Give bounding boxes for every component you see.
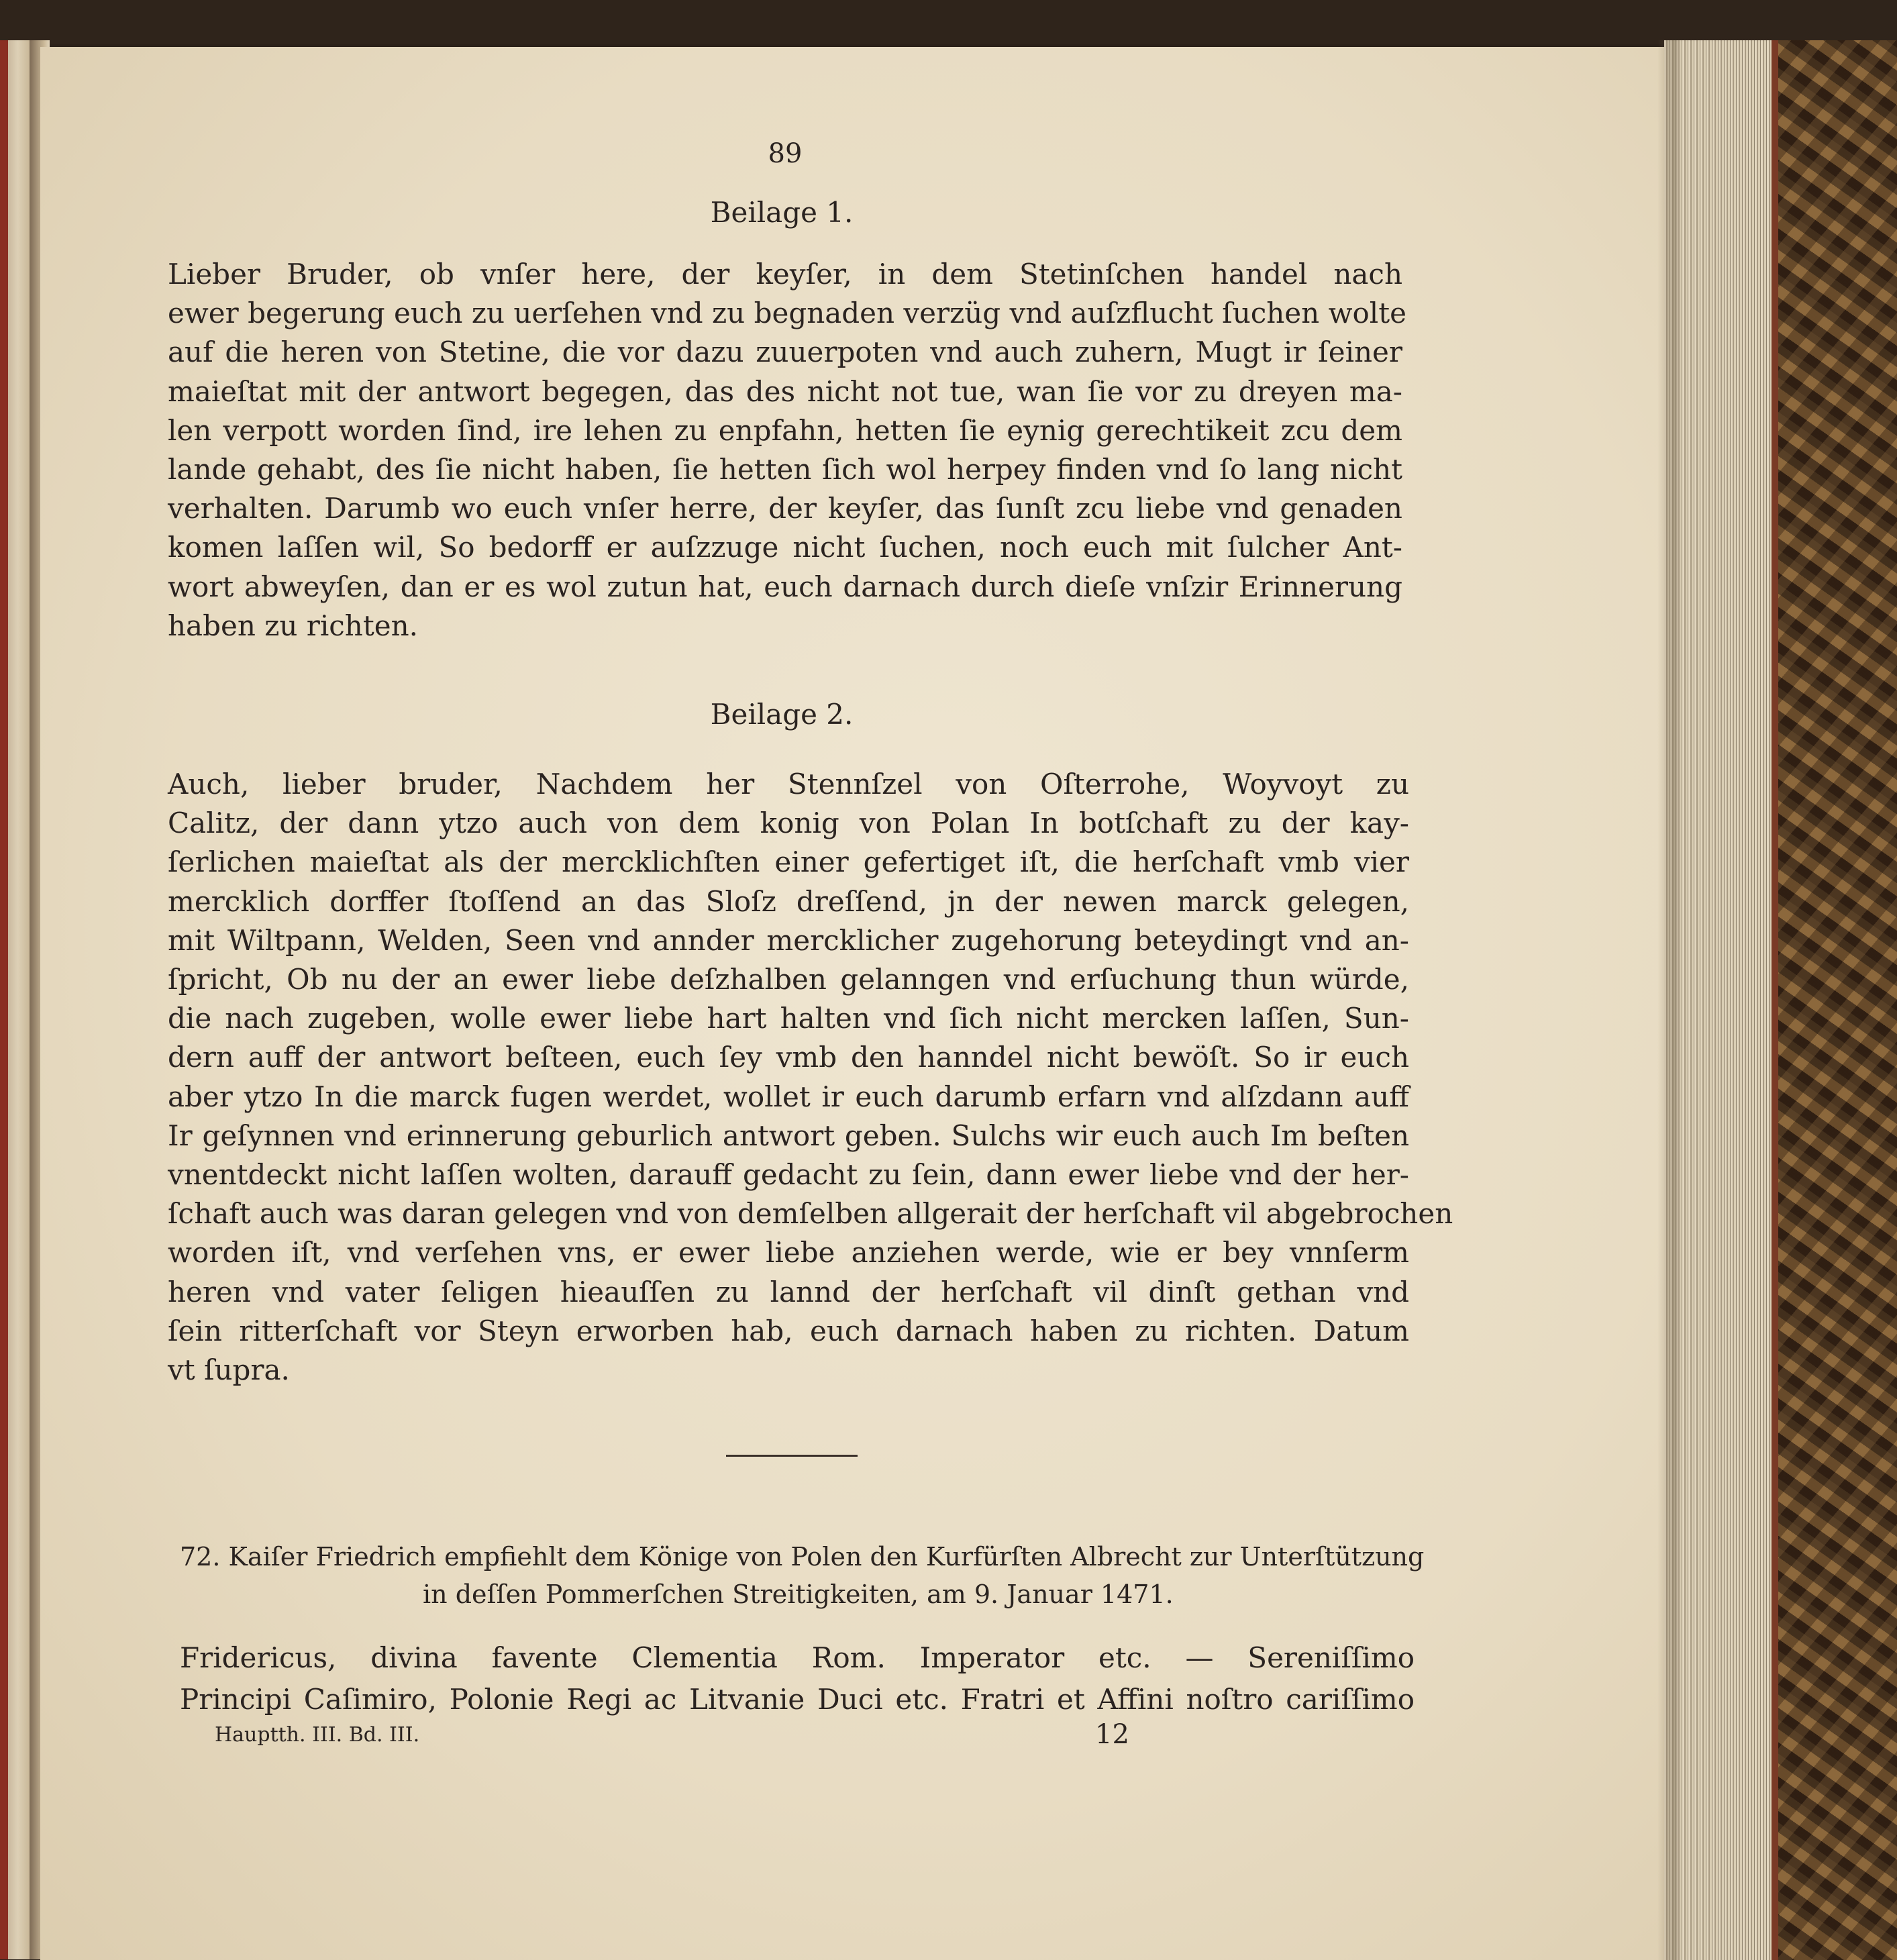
text-line: haben zu richten. [168,609,418,642]
text-line: ewer begerung euch zu uerſehen vnd zu begnaden verzüg vnd auſzflucht ſuchen wolte [168,297,1406,330]
text-line: lande gehabt, des ſie nicht haben, ſie hetten ſich wol herpey finden vnd ſo lang nicht [168,453,1402,486]
text-line: auf die heren von Stetine, die vor dazu zuuerpoten vnd auch zuhern, Mugt ir ſeiner [168,336,1402,369]
beilage-1-heading: Beilage 1. [710,196,854,229]
text-line: Principi Caſimiro, Polonie Regi ac Litvanie Duci etc. Fratri et Affini noſtro cariſſimo [180,1683,1415,1716]
marbled-cover [1778,40,1897,1960]
beilage-2-heading: Beilage 2. [710,698,854,731]
entry-72-title-line-2: in deſſen Pommerſchen Streitigkeiten, am 9. Januar 1471. [423,1580,1174,1609]
text-line: komen laſſen wil, So bedorff er auſzzuge nicht ſuchen, noch euch mit ſulcher Ant- [168,531,1402,564]
beilage-2-text [168,765,1453,1390]
text-line: verhalten. Darumb wo euch vnſer herre, der keyſer, das ſunſt zcu liebe vnd genaden [168,492,1402,525]
text-line: Calitz, der dann ytzo auch von dem konig von Polan In botſchaft zu der kay- [168,807,1409,840]
text-line: wort abweyſen, dan er es wol zutun hat, euch darnach durch dieſe vnſzir Erinnerung [168,570,1402,603]
text-line: ſerlichen maieſtat als der mercklichſten einer gefertiget iſt, die herſchaft vmb vier [168,845,1409,879]
text-line: vt ſupra. [168,1353,290,1387]
text-line: Ir geſynnen vnd erinnerung geburlich antwort geben. Sulchs wir euch auch Im beſten [168,1119,1409,1152]
text-line: Auch, lieber bruder, Nachdem her Stennſzel von Oſterrohe, Woyvoyt zu [168,768,1409,801]
text-line: ſpricht, Ob nu der an ewer liebe deſzhalben gelanngen vnd erſuchung thun würde, [168,963,1409,996]
entry-72-title-line-1: 72. Kaiſer Friedrich empfiehlt dem Könige von Polen den Kurfürſten Albrecht zur Unterſtützung [180,1542,1425,1571]
text-line: mercklich dorffer ſtoſſend an das Sloſz dreſſend, jn der newen marck gelegen, [168,884,1409,918]
text-line: Fridericus, divina favente Clementia Rom. Imperator etc. — Sereniſſimo [180,1641,1415,1674]
section-divider [726,1455,858,1457]
text-line: ſchaft auch was daran gelegen vnd von demſelben allgerait der herſchaft vil abgebrochen [168,1197,1453,1231]
text-line: Lieber Bruder, ob vnſer here, der keyſer, in dem Stetinſchen handel nach [168,258,1402,291]
left-cover-edge [0,40,8,1959]
text-line: worden iſt, vnd verſehen vns, er ewer liebe anziehen werde, wie er bey vnnſerm [168,1236,1409,1270]
document-text [180,1637,1415,1720]
page-edges-shadow [1657,40,1678,1960]
text-line: heren vnd vater ſeligen hieauſſen zu lannd der herſchaft vil dinſt gethan vnd [168,1275,1409,1308]
text-line: vnentdeckt nicht laſſen wolten, darauff gedacht zu ſein, dann ewer liebe vnd der her- [168,1158,1409,1192]
text-line: aber ytzo In die marck fugen werdet, wollet ir euch darumb erfarn vnd alſzdann auff [168,1080,1409,1113]
text-line: dern auff der antwort beſteen, euch ſey vmb den hanndel nicht bewöſt. So ir euch [168,1041,1409,1074]
page-number: 89 [768,138,803,169]
beilage-1-text [168,255,1406,646]
page-edges [1664,40,1778,1960]
text-line: die nach zugeben, wolle ewer liebe hart halten vnd ſich nicht mercken laſſen, Sun- [168,1002,1409,1035]
footer-signature: Hauptth. III. Bd. III. [215,1723,420,1747]
text-line: len verpott worden ſind, ire lehen zu enpfahn, hetten ſie eynig gerechtikeit zcu dem [168,413,1402,447]
text-line: ſein ritterſchaft vor Steyn erworben hab, euch darnach haben zu richten. Datum [168,1314,1409,1347]
text-line: mit Wiltpann, Welden, Seen vnd annder mercklicher zugehorung beteydingt vnd an- [168,923,1409,957]
scan-background [0,0,1897,44]
footer-sheet-number: 12 [1095,1719,1129,1750]
text-line: maieſtat mit der antwort begegen, das des nicht not tue, wan ſie vor zu dreyen ma- [168,374,1402,408]
